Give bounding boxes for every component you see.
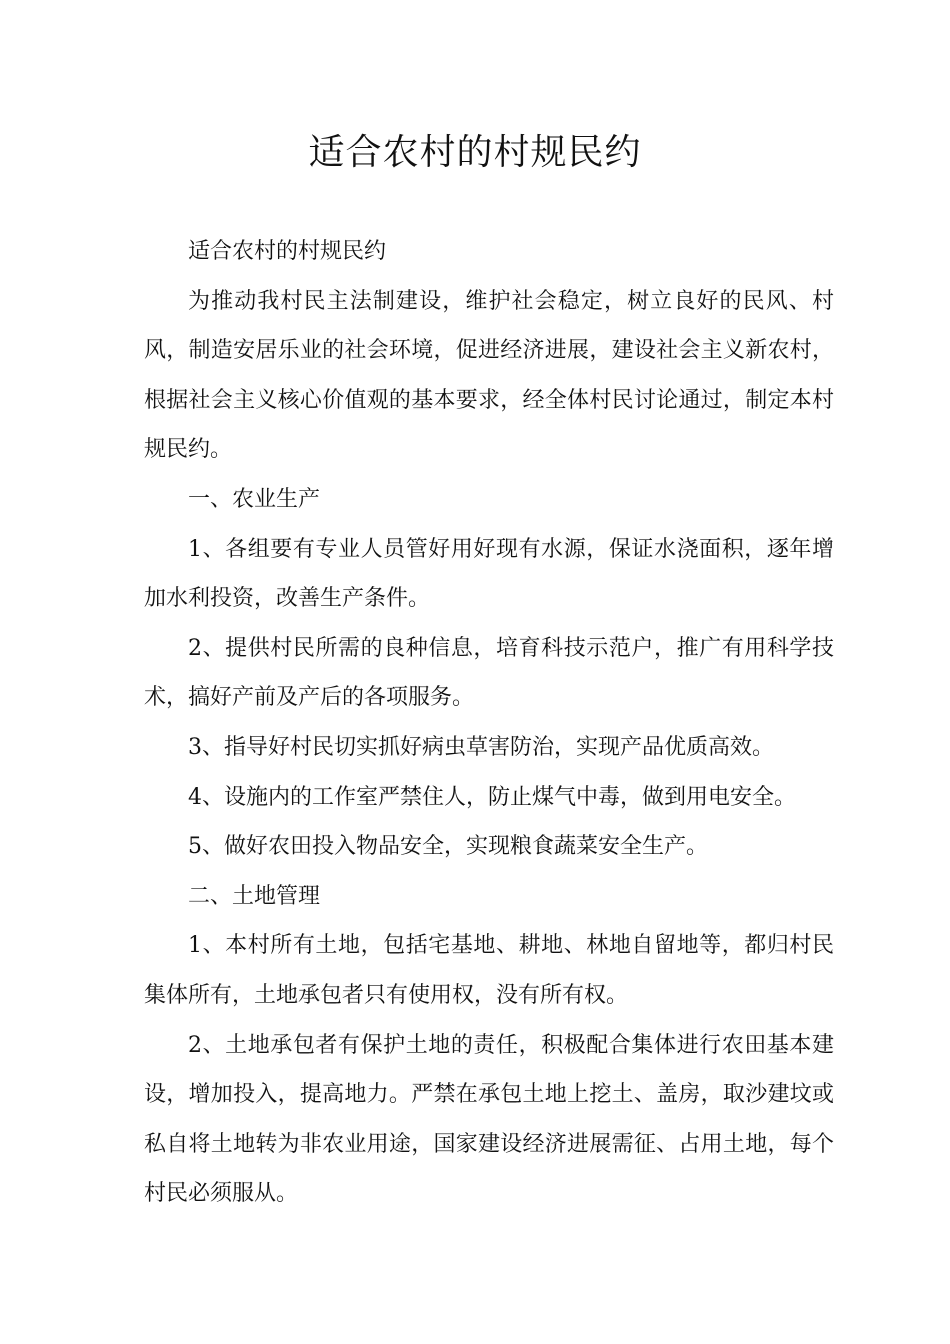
agriculture-item-2: 2、提供村民所需的良种信息，培育科技示范户，推广有用科学技术，搞好产前及产后的各项服务。 (144, 635, 834, 711)
land-item-2: 2、土地承包者有保护土地的责任，积极配合集体进行农田基本建设，增加投入，提高地力。严禁在承包土地上挖土、盖房，取沙建坟或私自将土地转为非农业用途，国家建设经济进展需征、占用土地，每个村民必须服从。 (144, 1032, 834, 1207)
section-heading-land: 二、土地管理 (188, 883, 321, 909)
agriculture-item-4: 4、设施内的工作室严禁住人，防止煤气中毒，做到用电安全。 (188, 784, 796, 810)
agriculture-item-5: 5、做好农田投入物品安全，实现粮食蔬菜安全生产。 (188, 834, 708, 860)
agriculture-item-3: 3、指导好村民切实抓好病虫草害防治，实现产品优质高效。 (188, 734, 774, 760)
section-heading-agriculture: 一、农业生产 (188, 486, 321, 512)
document-body (144, 227, 834, 1219)
subtitle-paragraph: 适合农村的村规民约 (188, 239, 387, 264)
agriculture-item-1: 1、各组要有专业人员管好用好现有水源，保证水浇面积，逐年增加水利投资，改善生产条件。 (144, 536, 834, 612)
document-title: 适合农村的村规民约 (308, 132, 642, 173)
land-item-1: 1、本村所有土地，包括宅基地、耕地、林地自留地等，都归村民集体所有，土地承包者只有使用权，没有所有权。 (144, 933, 834, 1008)
preamble-paragraph: 为推动我村民主法制建设，维护社会稳定，树立良好的民风、村风，制造安居乐业的社会环境，促进经济进展，建设社会主义新农村，根据社会主义核心价值观的基本要求，经全体村民讨论通过，制定本村规民约。 (144, 288, 834, 463)
